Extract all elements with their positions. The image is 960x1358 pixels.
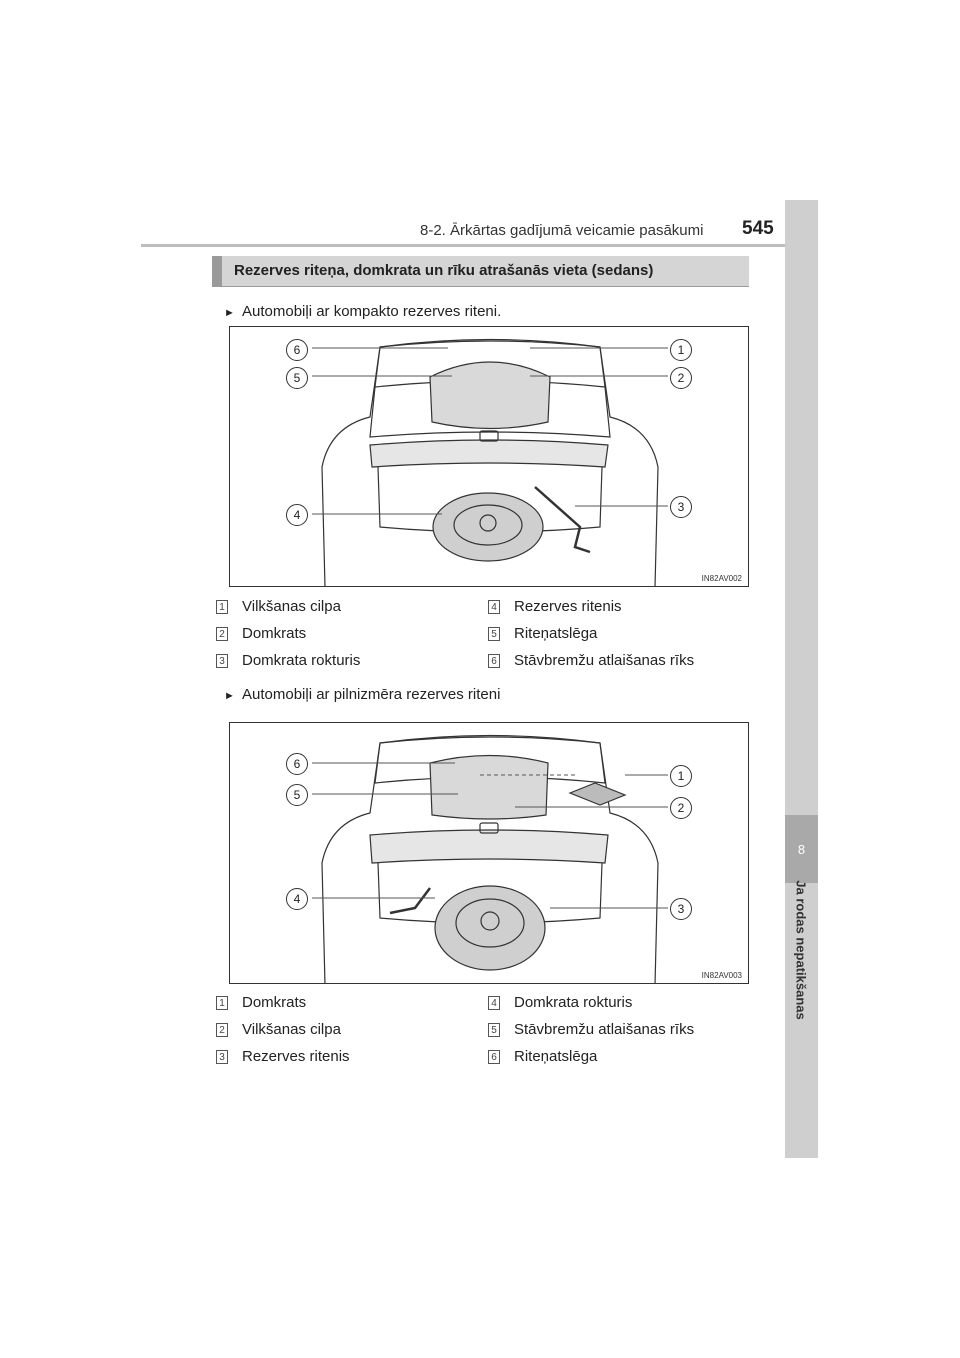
legend-item <box>216 994 306 1011</box>
jack-handle <box>390 888 430 913</box>
figure1-bullet-text: Automobiļi ar kompakto rezerves riteni. <box>242 303 502 320</box>
chapter-number-box <box>785 815 818 883</box>
running-header: 8-2. Ārkārtas gadījumā veicamie pasākumi <box>420 222 704 239</box>
callout-6: 6 <box>286 339 308 361</box>
legend-label: Riteņatslēga <box>514 625 598 642</box>
legend-number: 1 <box>216 996 228 1010</box>
callout-3: 3 <box>670 496 692 518</box>
legend-label: Domkrats <box>242 994 307 1011</box>
callout-2: 2 <box>670 367 692 389</box>
legend-number: 6 <box>488 1050 500 1064</box>
jack <box>570 783 625 805</box>
legend-number: 3 <box>216 654 228 668</box>
legend-number: 3 <box>216 1050 228 1064</box>
parcel-shelf <box>370 440 608 467</box>
legend-label: Vilkšanas cilpa <box>242 598 341 615</box>
legend-item <box>216 625 306 642</box>
figure2-illustration <box>229 722 749 984</box>
header-rule <box>141 244 817 247</box>
callout-4: 4 <box>286 888 308 910</box>
legend-number: 4 <box>488 600 500 614</box>
section-heading <box>212 256 749 286</box>
legend-number: 2 <box>216 627 228 641</box>
legend-label: Stāvbremžu atlaišanas rīks <box>514 652 695 669</box>
legend-number: 5 <box>488 1023 500 1037</box>
callout-3: 3 <box>670 898 692 920</box>
section-title: Rezerves riteņa, domkrata un rīku atrašanās vieta (sedans) <box>234 262 654 279</box>
tool-tray <box>430 756 548 820</box>
legend-label: Stāvbremžu atlaišanas rīks <box>514 1021 695 1038</box>
legend-item <box>216 598 341 615</box>
triangle-bullet-icon: ► <box>224 690 235 702</box>
triangle-bullet-icon: ► <box>224 307 235 319</box>
figure2-bullet-text: Automobiļi ar pilnizmēra rezerves riteni <box>242 686 501 703</box>
figure1-illustration <box>229 326 749 587</box>
figure1-code: IN82AV002 <box>701 574 742 583</box>
callout-5: 5 <box>286 367 308 389</box>
jack-handle <box>535 487 590 552</box>
callout-5: 5 <box>286 784 308 806</box>
spare-wheel-outer <box>433 493 543 561</box>
legend-item <box>488 1021 694 1038</box>
legend-number: 6 <box>488 654 500 668</box>
callout-6: 6 <box>286 753 308 775</box>
legend-item <box>488 625 597 642</box>
legend-label: Rezerves ritenis <box>242 1048 350 1065</box>
figure2-code: IN82AV003 <box>701 971 742 980</box>
legend-number: 2 <box>216 1023 228 1037</box>
page-number: 545 <box>742 218 774 239</box>
legend-label: Riteņatslēga <box>514 1048 598 1065</box>
legend-item <box>488 1048 597 1065</box>
tool-tray <box>430 362 550 429</box>
legend-label: Domkrata rokturis <box>514 994 633 1011</box>
section-rule <box>212 286 749 287</box>
figure2-bullet <box>224 686 500 703</box>
legend-number: 1 <box>216 600 228 614</box>
legend-item <box>216 652 360 669</box>
legend-number: 5 <box>488 627 500 641</box>
figure1-bullet <box>224 303 501 320</box>
legend-item <box>488 652 694 669</box>
legend-label: Vilkšanas cilpa <box>242 1021 341 1038</box>
parcel-shelf <box>370 830 608 863</box>
legend-item <box>488 994 632 1011</box>
legend-item <box>488 598 622 615</box>
legend-item <box>216 1048 350 1065</box>
legend-label: Domkrats <box>242 625 307 642</box>
legend-number: 4 <box>488 996 500 1010</box>
legend-item <box>216 1021 341 1038</box>
chapter-label: Ja rodas nepatikšanas <box>793 880 809 1020</box>
legend-label: Rezerves ritenis <box>514 598 622 615</box>
callout-1: 1 <box>670 765 692 787</box>
chapter-number: 8 <box>797 841 806 857</box>
callout-4: 4 <box>286 504 308 526</box>
callout-1: 1 <box>670 339 692 361</box>
callout-2: 2 <box>670 797 692 819</box>
legend-label: Domkrata rokturis <box>242 652 361 669</box>
